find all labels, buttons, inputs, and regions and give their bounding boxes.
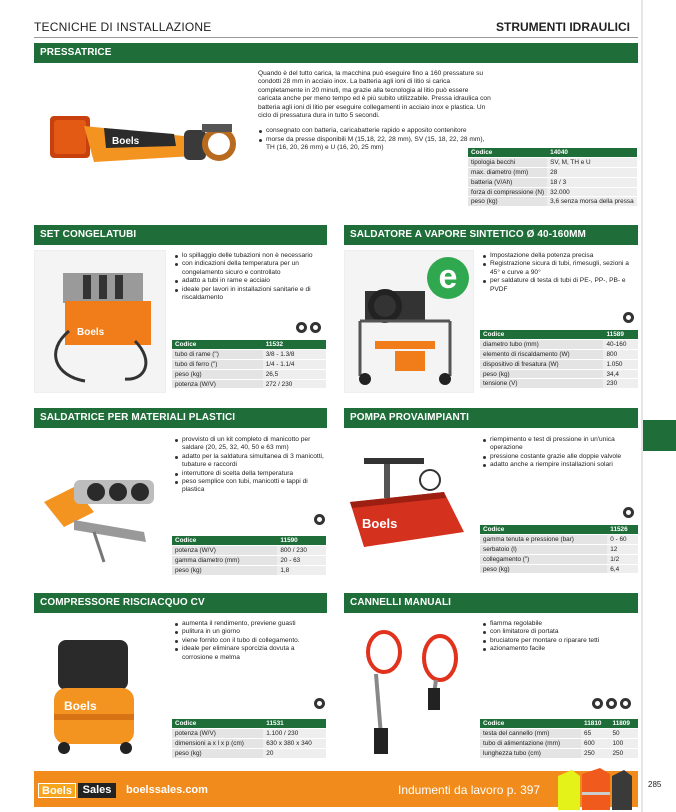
table-header-cell: Codice (172, 340, 263, 350)
table-cell: elemento di riscaldamento (W) (480, 350, 603, 360)
list-item: Registrazione sicura di tubi, rimesugli, sezioni a 45° e curve a 90° (482, 260, 638, 277)
table-row (480, 748, 638, 758)
table-row (468, 158, 637, 168)
list-item: azionamento facile (482, 645, 638, 653)
eco-badge-icon: e (427, 257, 469, 299)
table-cell: 65 (581, 729, 609, 739)
list-item: fiamma regolabile (482, 620, 638, 628)
table-header-row (172, 340, 326, 350)
table-row (172, 565, 326, 575)
table-cell: 800 / 230 (277, 546, 326, 556)
table-header-cell: Codice (480, 525, 607, 535)
table-cell: dimensioni a x l x p (cm) (172, 739, 263, 749)
table-cell: 18 / 3 (547, 177, 636, 187)
cannelli-title: CANNELLI MANUALI (350, 597, 452, 608)
saldatore-vapore-spec-table (480, 330, 638, 389)
table-row (480, 350, 638, 360)
pompa-spec-table (480, 525, 638, 574)
list-item: viene fornito con il tubo di collegamento. (174, 637, 326, 645)
table-cell: 32.000 (547, 187, 636, 197)
table-row (468, 168, 637, 178)
congelatubi-image (34, 250, 166, 393)
table-cell: peso (kg) (468, 197, 547, 207)
table-header-cell: 11589 (603, 330, 638, 340)
table-cell: 250 (610, 748, 639, 758)
table-cell: tubo di alimentazione (mm) (480, 739, 581, 749)
table-header-cell: 11590 (277, 536, 326, 546)
table-cell: lunghezza tubo (cm) (480, 748, 581, 758)
table-cell: peso (kg) (480, 369, 603, 379)
table-row (172, 729, 326, 739)
table-cell: 12 (607, 545, 638, 555)
list-item: riempimento e test di pressione in un'unica operazione (482, 436, 638, 453)
table-cell: dispositivo di fresatura (W) (480, 359, 603, 369)
compressor-icon (34, 618, 166, 764)
table-cell: gamma tenuta e pressione (bar) (480, 535, 607, 545)
table-header-row (468, 148, 637, 158)
congelatubi-icons (296, 322, 321, 333)
list-item: adatto anche a riempire installazioni solari (482, 461, 638, 469)
table-cell: potenza (W/V) (172, 546, 277, 556)
table-row (480, 359, 638, 369)
cannelli-features (482, 620, 638, 654)
table-header-cell: 11531 (263, 719, 326, 729)
table-row (480, 535, 638, 545)
table-header-cell: 11532 (263, 340, 326, 350)
header-rule (34, 37, 638, 38)
saldatrice-spec-table (172, 536, 326, 576)
feature-icon (296, 322, 307, 333)
cannelli-icons (592, 698, 631, 709)
saldatore-vapore-title-bar (344, 225, 638, 245)
list-item: per saldature di testa di tubi di PE-, PP-, PB- e PVDF (482, 277, 638, 294)
tool-brand-label: Boels (362, 516, 398, 531)
workwear-image (552, 766, 632, 810)
table-cell: 3,6 senza morsa della pressa (547, 197, 636, 207)
table-cell: 6,4 (607, 564, 638, 574)
saldatrice-icons (314, 514, 325, 525)
saldatrice-title: SALDATRICE PER MATERIALI PLASTICI (40, 412, 236, 423)
compressore-image (34, 618, 166, 764)
compressore-title: COMPRESSORE RISCIACQUO CV (40, 597, 205, 608)
table-row (468, 177, 637, 187)
congelatubi-features (174, 252, 324, 302)
pompa-features (482, 436, 638, 470)
list-item: morse da presse disponibili M (15,18, 22, 28 mm), SV (15, 18, 22, 28 mm), TH (16, 20, 26 mm) e U (16, 20, 25 mm) (258, 136, 492, 153)
sales-logo[interactable]: Sales (78, 783, 116, 798)
table-row (480, 564, 638, 574)
table-cell: 3/8 - 1.3/8 (263, 350, 326, 360)
pressatrice-title: PRESSATRICE (40, 47, 112, 58)
list-item: provvisto di un kit completo di manicotto per saldare (20, 25, 32, 40, 50 e 63 mm) (174, 436, 328, 453)
table-row (468, 187, 637, 197)
saldatore-vapore-features (482, 252, 638, 294)
table-cell: 1.100 / 230 (263, 729, 326, 739)
press-tool-icon (34, 66, 252, 202)
table-cell: 1.050 (603, 359, 638, 369)
list-item: pressione costante grazie alle doppie valvole (482, 453, 638, 461)
test-pump-icon (344, 432, 474, 580)
feature-icon (606, 698, 617, 709)
table-header-cell: Codice (480, 719, 581, 729)
table-header-cell: Codice (172, 719, 263, 729)
table-header-row (480, 525, 638, 535)
congelatubi-spec-table (172, 340, 326, 389)
table-cell: 40-160 (603, 340, 638, 350)
list-item: Impostazione della potenza precisa (482, 252, 638, 260)
table-cell: 26,5 (263, 369, 326, 379)
table-row (468, 197, 637, 207)
compressore-spec-table (172, 719, 326, 759)
pompa-title: POMPA PROVAIMPIANTI (350, 412, 469, 423)
page-number: 285 (648, 780, 662, 789)
table-cell: max. diametro (mm) (468, 168, 547, 178)
table-cell: 630 x 380 x 340 (263, 739, 326, 749)
tool-brand-label: Boels (64, 699, 97, 713)
table-row (480, 729, 638, 739)
compressore-features (174, 620, 326, 662)
pompa-image (344, 432, 474, 580)
congelatubi-title: SET CONGELATUBI (40, 229, 137, 240)
table-cell: tensione (V) (480, 379, 603, 389)
table-row (172, 748, 326, 758)
saldatore-vapore-icons (623, 312, 634, 323)
table-cell: 20 (263, 748, 326, 758)
table-cell: potenza (W/V) (172, 379, 263, 389)
table-row (480, 369, 638, 379)
boels-logo[interactable]: Boels (38, 783, 76, 798)
table-row (480, 739, 638, 749)
table-header-cell: Codice (480, 330, 603, 340)
table-cell: forza di compressione (N) (468, 187, 547, 197)
table-cell: tubo di rame (") (172, 350, 263, 360)
list-item: lo spillaggio delle tubazioni non è necessario (174, 252, 324, 260)
pressatrice-description (258, 70, 492, 153)
table-cell: peso (kg) (172, 369, 263, 379)
footer-url-link[interactable]: boelssales.com (126, 784, 208, 796)
table-cell: 50 (610, 729, 639, 739)
feature-icon (620, 698, 631, 709)
list-item: bruciatore per montare o riparare tetti (482, 637, 638, 645)
table-row (172, 369, 326, 379)
header-section: STRUMENTI IDRAULICI (496, 20, 630, 34)
saldatrice-features (174, 436, 328, 495)
table-cell: tipologia becchi (468, 158, 547, 168)
saldatrice-title-bar (34, 408, 327, 428)
table-cell: 250 (581, 748, 609, 758)
table-cell: potenza (W/V) (172, 729, 263, 739)
pressatrice-desc-text: Quando è del tutto carica, la macchina può eseguire fino a 160 pressature su condotti 28 mm in acciaio inox. La batteria agli ioni di litio si carica completamente in 20 minuti, ma grazie alla tecnologia al litio può essere caricata anche per meno tempo ed è più subito utilizzabile. Pressa idraulica con batteria agli ioni di litio per eseguire collegamenti in acciaio inox e plastica. Un ciclo di pressatura dura in tutto 5 secondi. (258, 70, 491, 120)
jacket-icon (552, 766, 632, 810)
list-item: peso semplice con tubi, manicotti e tappi di plastica (174, 478, 328, 495)
list-item: interruttore di scelta della temperatura (174, 470, 328, 478)
table-cell: peso (kg) (172, 565, 277, 575)
table-cell: 800 (603, 350, 638, 360)
pressatrice-spec-table (468, 148, 637, 207)
table-cell: 1,8 (277, 565, 326, 575)
table-cell: 100 (610, 739, 639, 749)
table-cell: 1/2 (607, 554, 638, 564)
table-row (172, 739, 326, 749)
tool-brand-label: Boels (77, 327, 105, 338)
cannelli-title-bar (344, 593, 638, 613)
table-row (172, 379, 326, 389)
table-row (480, 340, 638, 350)
table-row (172, 350, 326, 360)
cannelli-image (344, 618, 474, 764)
list-item: consegnato con batteria, caricabatterie rapido e apposito contenitore (258, 127, 492, 135)
table-cell: tubo di ferro (") (172, 360, 263, 370)
table-row (480, 545, 638, 555)
table-cell: collegamento (") (480, 554, 607, 564)
page-edge-line (641, 0, 643, 812)
pompa-icons (623, 507, 634, 518)
table-cell: peso (kg) (172, 748, 263, 758)
table-header-cell: 14040 (547, 148, 636, 158)
table-cell: 230 (603, 379, 638, 389)
table-cell: gamma diametro (mm) (172, 556, 277, 566)
table-row (172, 556, 326, 566)
table-cell: 600 (581, 739, 609, 749)
feature-icon (623, 312, 634, 323)
table-row (172, 546, 326, 556)
table-cell: 1/4 - 1.1/4 (263, 360, 326, 370)
list-item: aumenta il rendimento, previene guasti (174, 620, 326, 628)
list-item: adatto a tubi in rame e acciaio (174, 277, 324, 285)
table-row (172, 360, 326, 370)
table-header-row (480, 330, 638, 340)
compressore-icons (314, 698, 325, 709)
footer-banner (34, 771, 638, 807)
tool-brand-label: Boels (112, 136, 140, 147)
section-tab (643, 420, 676, 451)
feature-icon (310, 322, 321, 333)
table-cell: batteria (V/Ah) (468, 177, 547, 187)
feature-icon (314, 698, 325, 709)
table-cell: serbatoio (l) (480, 545, 607, 555)
pompa-title-bar (344, 408, 638, 428)
footer-promo-link[interactable]: Indumenti da lavoro p. 397 (398, 783, 541, 797)
table-header-cell: 11810 (581, 719, 609, 729)
table-cell: 34,4 (603, 369, 638, 379)
list-item: ideale per lavori in installazioni sanitarie e di riscaldamento (174, 286, 324, 303)
list-item: con limitatore di portata (482, 628, 638, 636)
table-header-cell: Codice (468, 148, 547, 158)
table-cell: testa del cannello (mm) (480, 729, 581, 739)
congelatubi-title-bar (34, 225, 327, 245)
table-row (480, 554, 638, 564)
table-header-cell: Codice (172, 536, 277, 546)
freezer-kit-icon (35, 251, 167, 394)
compressore-title-bar (34, 593, 327, 613)
list-item: pulitura in un giorno (174, 628, 326, 636)
table-header-row (480, 719, 638, 729)
feature-icon (314, 514, 325, 525)
socket-welder-icon (34, 432, 166, 580)
table-cell: 20 - 63 (277, 556, 326, 566)
table-header-cell: 11526 (607, 525, 638, 535)
list-item: con indicazioni della temperatura per un congelamento sicuro e controllato (174, 260, 324, 277)
table-header-cell: 11809 (610, 719, 639, 729)
feature-icon (592, 698, 603, 709)
table-cell: 0 - 60 (607, 535, 638, 545)
cannelli-spec-table (480, 719, 638, 759)
table-cell: 272 / 230 (263, 379, 326, 389)
pressatrice-title-bar (34, 43, 638, 63)
saldatrice-image (34, 432, 166, 580)
table-cell: diametro tubo (mm) (480, 340, 603, 350)
table-header-row (172, 536, 326, 546)
list-item: adatto per la saldatura simultanea di 3 manicotti, tubature e raccordi (174, 453, 328, 470)
list-item: ideale per eliminare sporcizia dovuta a corrosione e melma (174, 645, 326, 662)
header-category: TECNICHE DI INSTALLAZIONE (34, 20, 212, 34)
table-row (480, 379, 638, 389)
pressatrice-image (34, 66, 252, 202)
saldatore-vapore-title: SALDATORE A VAPORE SINTETICO Ø 40-160MM (350, 229, 586, 240)
table-header-row (172, 719, 326, 729)
saldatore-vapore-image (344, 250, 474, 393)
table-cell: SV, M, TH e U (547, 158, 636, 168)
table-cell: 28 (547, 168, 636, 178)
table-cell: peso (kg) (480, 564, 607, 574)
torch-icon (344, 618, 474, 764)
feature-icon (623, 507, 634, 518)
